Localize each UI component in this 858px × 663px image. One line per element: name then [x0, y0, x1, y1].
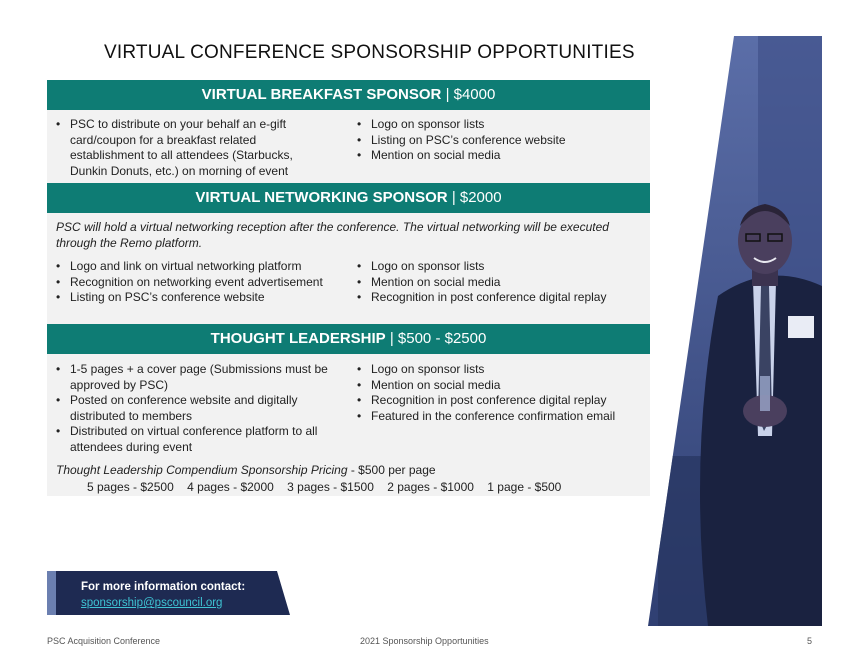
- contact-label: For more information contact:: [81, 581, 246, 593]
- footer-left: PSC Acquisition Conference: [47, 636, 161, 646]
- benefits-list-left: [56, 117, 326, 179]
- speaker-photo: [648, 36, 822, 631]
- list-item: • PSC to distribute on your behalf an e-gift card/coupon for a breakfast related establishment to all attendees (Starbucks, Dunkin Donuts, etc.) on morning of event: [56, 117, 326, 179]
- benefits-list-right: [357, 259, 647, 306]
- section-price: | $500 - $2500: [389, 330, 487, 347]
- section-name: THOUGHT LEADERSHIP: [210, 330, 386, 347]
- benefits-list-left: [56, 362, 338, 455]
- list-item: • Recognition on networking event advertisement: [56, 275, 341, 291]
- compendium-pricing: [56, 462, 436, 478]
- page-title: VIRTUAL CONFERENCE SPONSORSHIP OPPORTUNITIES: [104, 42, 635, 63]
- list-item: • 1-5 pages + a cover page (Submissions must be approved by PSC): [56, 362, 338, 393]
- section-header-thought-leadership: [47, 324, 650, 354]
- benefits-list-right: [357, 117, 647, 164]
- list-item: • Distributed on virtual conference platform to all attendees during event: [56, 424, 338, 455]
- list-item: • Recognition in post conference digital replay: [357, 290, 647, 306]
- page-number: 5: [807, 636, 813, 646]
- section-name: VIRTUAL NETWORKING SPONSOR: [195, 189, 448, 206]
- list-item: • Listing on PSC’s conference website: [357, 133, 647, 149]
- pricing-value: - $500 per page: [347, 463, 436, 477]
- contact-box: [47, 571, 290, 615]
- list-item: • Logo on sponsor lists: [357, 362, 647, 378]
- list-item: • Mention on social media: [357, 148, 647, 164]
- section-header-breakfast: [47, 80, 650, 110]
- footer-center: 2021 Sponsorship Opportunities: [360, 636, 489, 646]
- list-item: • Recognition in post conference digital replay: [357, 393, 647, 409]
- section-body-thought-leadership: [47, 354, 650, 496]
- list-item: • Mention on social media: [357, 275, 647, 291]
- contact-email-link[interactable]: sponsorship@pscouncil.org: [81, 597, 223, 609]
- benefits-list-right: [357, 362, 647, 424]
- list-item: • Featured in the conference confirmation email: [357, 409, 647, 425]
- pricing-tiers: 5 pages - $2500 4 pages - $2000 3 pages - $1500 2 pages - $1000 1 page - $500: [87, 480, 562, 494]
- list-item: • Mention on social media: [357, 378, 647, 394]
- section-price: | $4000: [445, 86, 496, 103]
- section-header-networking: [47, 183, 650, 213]
- list-item: • Logo on sponsor lists: [357, 117, 647, 133]
- section-price: | $2000: [451, 189, 502, 206]
- section-body-networking: [47, 213, 650, 324]
- list-item: • Posted on conference website and digitally distributed to members: [56, 393, 338, 424]
- section-intro: PSC will hold a virtual networking reception after the conference. The virtual networking will be executed through the Remo platform.: [56, 220, 609, 250]
- list-item: • Listing on PSC’s conference website: [56, 290, 341, 306]
- list-item: • Logo and link on virtual networking platform: [56, 259, 341, 275]
- benefits-list-left: [56, 259, 341, 306]
- list-item: • Logo on sponsor lists: [357, 259, 647, 275]
- pricing-label: Thought Leadership Compendium Sponsorship Pricing: [56, 463, 348, 477]
- section-body-breakfast: [47, 110, 650, 183]
- section-name: VIRTUAL BREAKFAST SPONSOR: [201, 86, 442, 103]
